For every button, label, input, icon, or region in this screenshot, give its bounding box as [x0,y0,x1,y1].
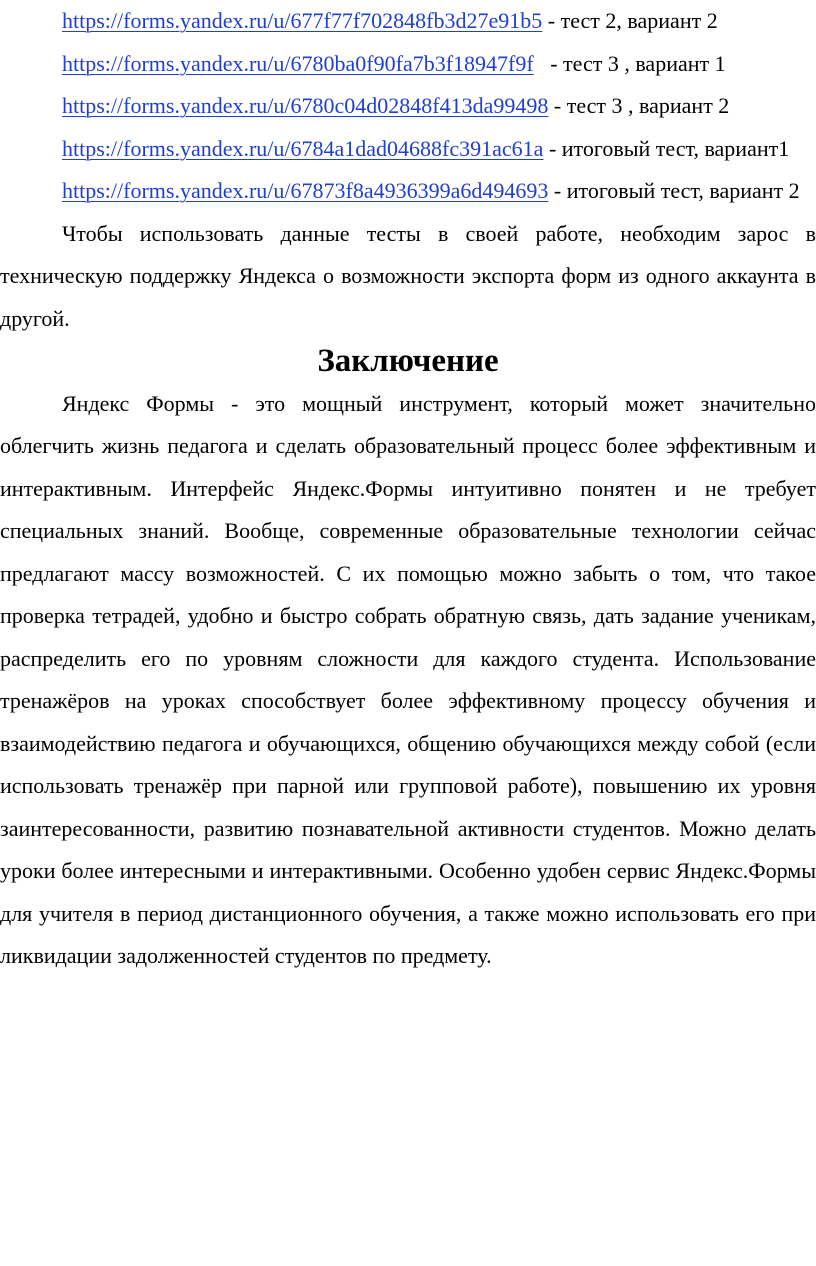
export-note-paragraph: Чтобы использовать данные тесты в своей работе, необходим зарос в техническую поддержку Яндекса о возможности экспорта форм из одного аккаунта в другой. [0,220,816,331]
form-link-1[interactable]: https://forms.yandex.ru/u/677f77f702848fb3d27e91b5 [62,8,543,33]
form-link-5[interactable]: https://forms.yandex.ru/u/67873f8a4936399a6d494693 [62,178,549,203]
link-line-1 [0,0,816,43]
link-line-5 [0,170,816,213]
link-description-3: - тест 3 , вариант 2 [548,93,730,118]
link-description-2: - тест 3 , вариант 1 [533,50,726,76]
conclusion-heading: Заключение [317,343,499,379]
conclusion-paragraph: Яндекс Формы - это мощный инструмент, который может значительно облегчить жизнь педагога и сделать образовательный процесс более эффективным и интерактивным. Интерфейс Яндекс.Формы интуитивно понятен и не требует специальных знаний. Вообще, современные образовательные технологии сейчас предлагают массу возможностей. С их помощью можно забыть о том, что такое проверка тетрадей, удобно и быстро собрать обратную связь, дать задание ученикам, распределить его по уровням сложности для каждого студента. Использование тренажёров на уроках способствует более эффективному процессу обучения и взаимодействию педагога и обучающихся, общению обучающихся между собой (если использовать тренажёр при парной или групповой работе), повышению их уровня заинтересованности, развитию познавательной активности студентов. Можно делать уроки более интересными и интерактивными. Особенно удобен сервис Яндекс.Формы для учителя в период дистанционного обучения, а также можно использовать его при ликвидации задолженностей студентов по предмету. [0,390,816,968]
link-description-4: - итоговый тест, вариант1 [543,135,790,161]
link-description-5: - итоговый тест, вариант 2 [548,178,800,203]
link-line-2 [0,43,816,86]
link-line-4 [0,128,816,171]
link-line-3 [0,85,816,128]
form-link-2[interactable]: https://forms.yandex.ru/u/6780ba0f90fa7b3f18947f9f [62,50,534,76]
form-link-3[interactable]: https://forms.yandex.ru/u/6780c04d02848f413da99498 [62,93,549,118]
link-description-1: - тест 2, вариант 2 [542,8,718,33]
form-link-4[interactable]: https://forms.yandex.ru/u/6784a1dad04688fc391ac61a [62,135,544,161]
